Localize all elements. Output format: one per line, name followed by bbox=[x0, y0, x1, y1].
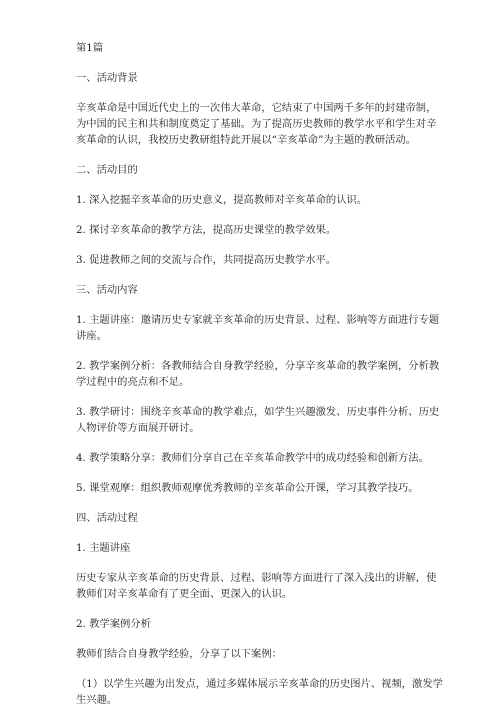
content-item-3: 3. 教学研讨：围绕辛亥革命的教学难点，如学生兴趣激发、历史事件分析、历史人物评价等方面展开研讨。 bbox=[76, 406, 440, 434]
process-case-1: （1）以学生兴趣为出发点，通过多媒体展示辛亥革命的历史图片、视频，激发学生兴趣。 bbox=[76, 678, 443, 706]
section-heading-content: 三、活动内容 bbox=[76, 284, 138, 296]
content-item-2: 2. 教学案例分析：各教师结合自身教学经验，分享辛亥革命的教学案例，分析教学过程中的亮点和不足。 bbox=[76, 360, 440, 388]
purpose-item-3: 3. 促进教师之间的交流与合作，共同提高历史教学水平。 bbox=[76, 254, 337, 266]
content-item-1: 1. 主题讲座：邀请历史专家就辛亥革命的历史背景、过程、影响等方面进行专题讲座。 bbox=[76, 314, 440, 342]
process-case-intro: 教师们结合自身教学经验，分享了以下案例： bbox=[76, 648, 282, 660]
process-subheading-lecture: 1. 主题讲座 bbox=[76, 542, 131, 554]
content-item-5: 5. 课堂观摩：组织教师观摩优秀教师的辛亥革命公开课，学习其教学技巧。 bbox=[76, 482, 419, 494]
process-subheading-case-analysis: 2. 教学案例分析 bbox=[76, 618, 151, 630]
section-heading-purpose: 二、活动目的 bbox=[76, 164, 138, 176]
page-label: 第1篇 bbox=[76, 42, 104, 54]
purpose-item-1: 1. 深入挖掘辛亥革命的历史意义，提高教师对辛亥革命的认识。 bbox=[76, 194, 368, 206]
purpose-item-2: 2. 探讨辛亥革命的教学方法，提高历史课堂的教学效果。 bbox=[76, 224, 337, 236]
section-heading-process: 四、活动过程 bbox=[76, 512, 138, 524]
process-lecture-paragraph: 历史专家从辛亥革命的历史背景、过程、影响等方面进行了深入浅出的讲解，使教师们对辛亥革命有了更全面、更深入的认识。 bbox=[76, 572, 437, 600]
content-item-4: 4. 教学策略分享：教师们分享自己在辛亥革命教学中的成功经验和创新方法。 bbox=[76, 452, 429, 464]
section-heading-background: 一、活动背景 bbox=[76, 72, 138, 84]
background-paragraph: 辛亥革命是中国近代史上的一次伟大革命，它结束了中国两千多年的封建帝制，为中国的民主和共和制度奠定了基础。为了提高历史教师的教学水平和学生对辛亥革命的认识，我校历史教研组特此开展以“辛亥革命”为主题的教研活动。 bbox=[76, 102, 437, 146]
